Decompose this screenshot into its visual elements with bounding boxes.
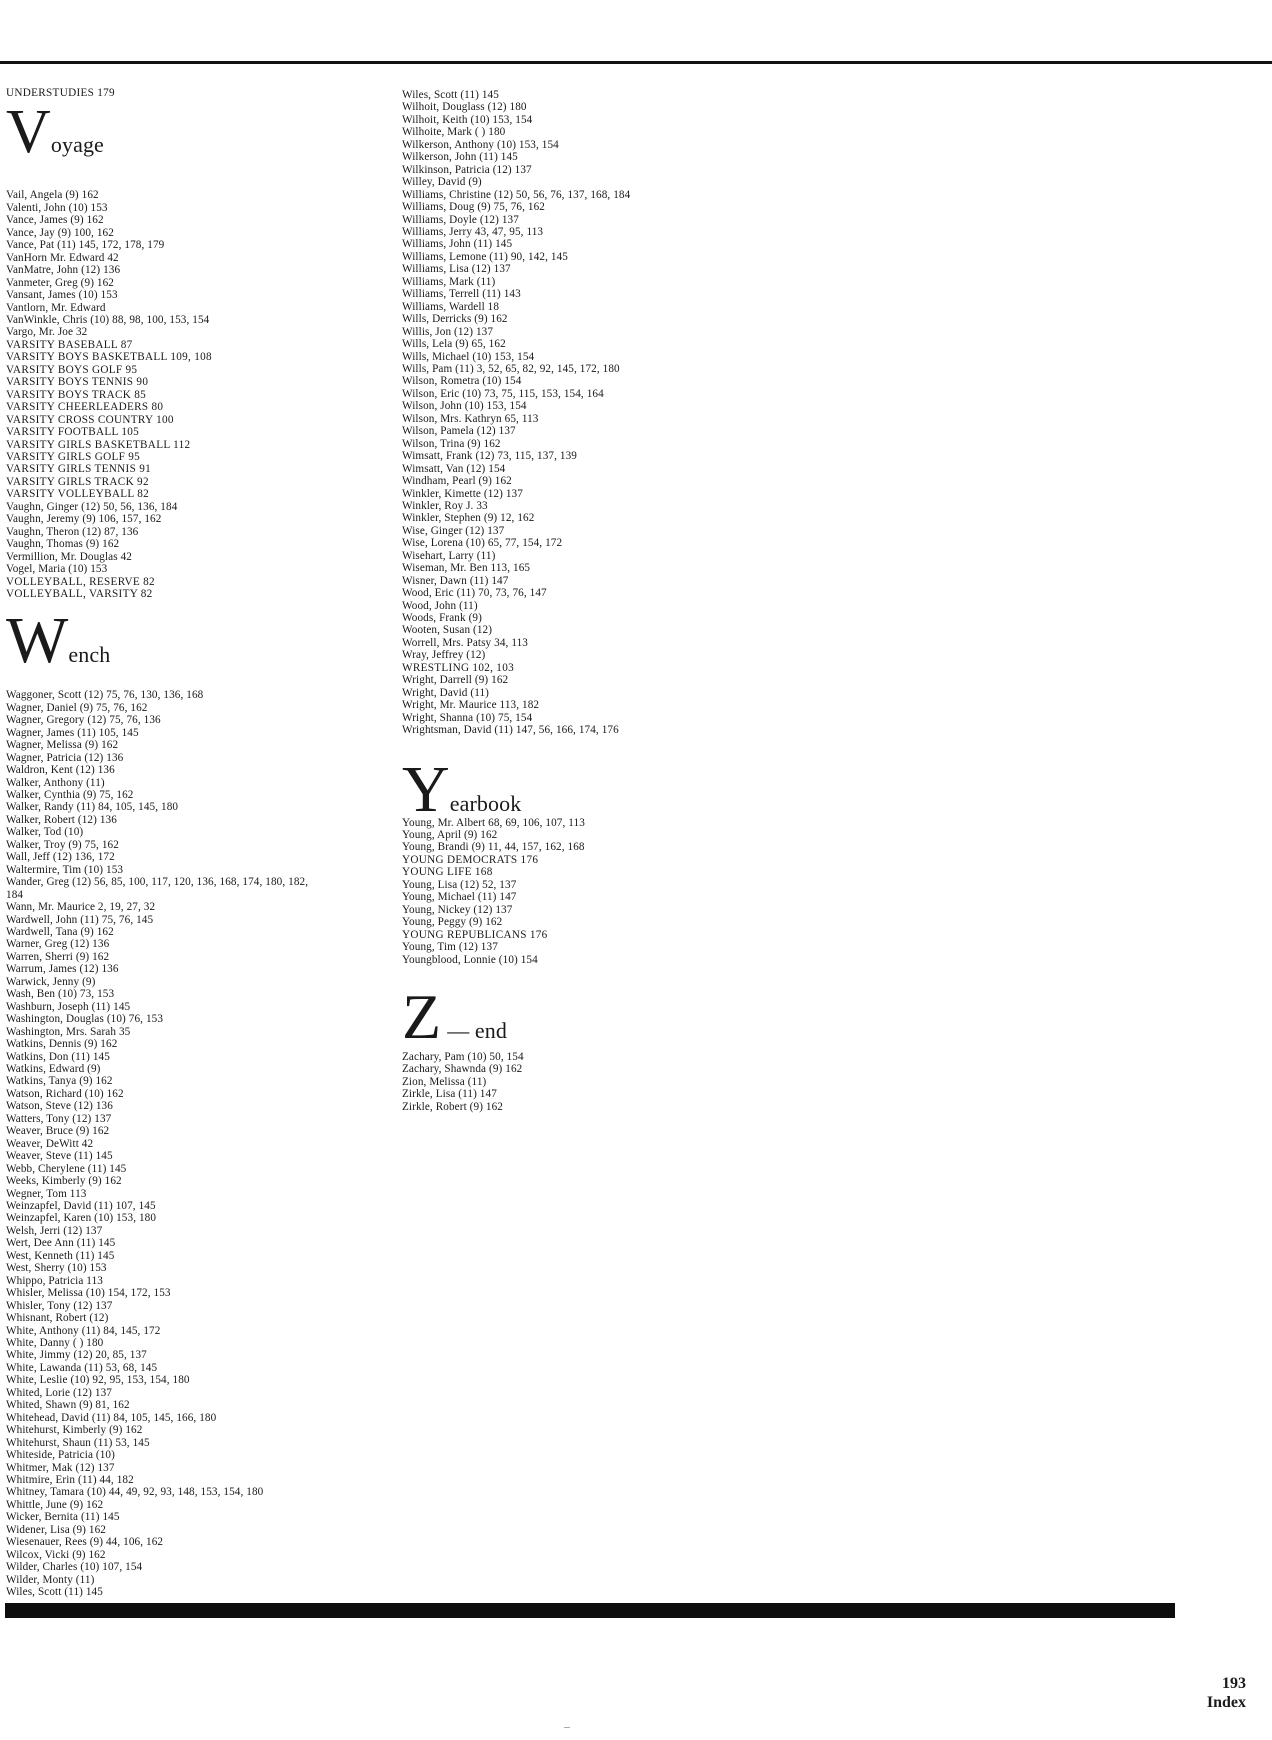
index-entry: Wagner, Gregory (12) 75, 76, 136 — [6, 714, 161, 727]
index-entry: Weeks, Kimberly (9) 162 — [6, 1175, 122, 1188]
index-entry: Warrum, James (12) 136 — [6, 963, 119, 976]
index-entry: Wilder, Monty (11) — [6, 1573, 95, 1586]
index-entry: Watkins, Tanya (9) 162 — [6, 1075, 113, 1088]
index-entry: VARSITY VOLLEYBALL 82 — [6, 488, 150, 501]
index-entry: Wright, David (11) — [402, 686, 489, 699]
index-entry: Wilson, Rometra (10) 154 — [402, 375, 522, 388]
index-entry: Vanmeter, Greg (9) 162 — [6, 276, 114, 289]
index-entry: Whiteside, Patricia (10) — [6, 1449, 115, 1462]
index-entry: VOLLEYBALL, RESERVE 82 — [6, 575, 155, 588]
index-entry: Wills, Lela (9) 65, 162 — [402, 338, 506, 351]
index-entry: Wilkinson, Patricia (12) 137 — [402, 163, 532, 176]
index-entry: Vance, James (9) 162 — [6, 214, 104, 227]
index-entry: Wiles, Scott (11) 145 — [402, 89, 499, 101]
section-title-rest: earbook — [449, 790, 522, 816]
index-entry: VARSITY CHEERLEADERS 80 — [6, 401, 164, 414]
index-entry: Wagner, Melissa (9) 162 — [6, 739, 119, 752]
section-initial: V — [6, 98, 51, 167]
index-entry: Wise, Ginger (12) 137 — [402, 524, 505, 537]
page-folio — [1207, 1674, 1246, 1712]
index-entry: Young, Brandi (9) 11, 44, 157, 162, 168 — [402, 841, 585, 854]
index-entry: Winkler, Roy J. 33 — [402, 499, 488, 512]
index-entry: Williams, Lisa (12) 137 — [402, 263, 511, 276]
index-entry: Whippo, Patricia 113 — [6, 1274, 103, 1287]
index-entry: Wilson, Eric (10) 73, 75, 115, 153, 154, 164 — [402, 387, 604, 400]
index-entry: Washington, Douglas (10) 76, 153 — [6, 1013, 164, 1026]
index-entry: VARSITY BASEBALL 87 — [6, 338, 133, 351]
index-entry: Walker, Randy (11) 84, 105, 145, 180 — [6, 801, 179, 814]
index-entry: Whitmer, Mak (12) 137 — [6, 1461, 115, 1474]
index-entry: Zirkle, Lisa (11) 147 — [402, 1088, 497, 1101]
index-entry: Warren, Sherri (9) 162 — [6, 950, 110, 963]
index-entry: Whitmire, Erin (11) 44, 182 — [6, 1473, 134, 1486]
index-entry: Wooten, Susan (12) — [402, 624, 493, 637]
index-entry: Waggoner, Scott (12) 75, 76, 130, 136, 168 — [6, 689, 204, 702]
index-entry: Wills, Derricks (9) 162 — [402, 313, 508, 326]
index-entry: Wander, Greg (12) 56, 85, 100, 117, 120, 136, 168, 174, 180, 182, — [6, 876, 309, 889]
index-entry: Williams, Christine (12) 50, 56, 76, 137, 168, 184 — [402, 188, 631, 201]
index-entry: Vaughn, Thomas (9) 162 — [6, 538, 120, 551]
index-entry: White, Lawanda (11) 53, 68, 145 — [6, 1361, 158, 1374]
index-entry: Watson, Richard (10) 162 — [6, 1087, 124, 1100]
index-entry: VARSITY GIRLS TENNIS 91 — [6, 463, 151, 476]
index-entry: Washburn, Joseph (11) 145 — [6, 1000, 131, 1013]
entry-list-v — [6, 189, 386, 600]
index-entry: UNDERSTUDIES 179 — [6, 87, 115, 99]
index-entry: Wert, Dee Ann (11) 145 — [6, 1237, 116, 1250]
index-entry: Wilhoit, Douglass (12) 180 — [402, 101, 527, 114]
index-entry: Wagner, Patricia (12) 136 — [6, 751, 124, 764]
index-entry: Zirkle, Robert (9) 162 — [402, 1100, 503, 1113]
section-title-rest: — end — [447, 1018, 507, 1043]
index-entry: Williams, Wardell 18 — [402, 300, 500, 313]
index-entry: Wisehart, Larry (11) — [402, 549, 496, 562]
index-entry: VARSITY GIRLS TRACK 92 — [6, 475, 149, 488]
bottom-rule — [5, 1603, 1175, 1618]
index-entry: VARSITY CROSS COUNTRY 100 — [6, 413, 174, 426]
section-heading-v — [6, 98, 386, 189]
index-entry: Young, Mr. Albert 68, 69, 106, 107, 113 — [402, 816, 585, 829]
index-entry: Wilhoite, Mark ( ) 180 — [402, 126, 506, 139]
index-entry: Widener, Lisa (9) 162 — [6, 1523, 106, 1536]
index-entry: Wilson, Trina (9) 162 — [402, 437, 501, 450]
index-entry: Wagner, Daniel (9) 75, 76, 162 — [6, 701, 148, 714]
index-entry: Vermillion, Mr. Douglas 42 — [6, 550, 132, 563]
index-entry: Washington, Mrs. Sarah 35 — [6, 1025, 131, 1038]
index-entry: Wimsatt, Frank (12) 73, 115, 137, 139 — [402, 450, 577, 463]
index-entry: VARSITY GIRLS GOLF 95 — [6, 450, 141, 463]
index-entry: Wicker, Bernita (11) 145 — [6, 1511, 120, 1524]
index-entry: Wright, Darrell (9) 162 — [402, 674, 509, 687]
index-entry: YOUNG LIFE 168 — [402, 866, 493, 879]
index-entry: Vaughn, Ginger (12) 50, 56, 136, 184 — [6, 500, 178, 513]
section-heading-w — [6, 604, 386, 689]
index-entry: Wilcox, Vicki (9) 162 — [6, 1548, 106, 1561]
index-entry: Williams, Doyle (12) 137 — [402, 213, 519, 226]
index-entry: Wright, Shanna (10) 75, 154 — [402, 711, 533, 724]
index-entry: Warner, Greg (12) 136 — [6, 938, 110, 951]
index-entry: Webb, Cherylene (11) 145 — [6, 1162, 127, 1175]
index-entry: Vaughn, Theron (12) 87, 136 — [6, 525, 139, 538]
index-entry: Woods, Frank (9) — [402, 612, 482, 625]
index-entry: Young, Tim (12) 137 — [402, 941, 498, 954]
index-entry: Whittle, June (9) 162 — [6, 1498, 104, 1511]
index-column-right — [402, 89, 822, 1113]
index-entry: White, Leslie (10) 92, 95, 153, 154, 180 — [6, 1374, 190, 1387]
index-entry: VanWinkle, Chris (10) 88, 98, 100, 153, 154 — [6, 313, 210, 326]
index-entry: Young, Nickey (12) 137 — [402, 903, 513, 916]
index-entry: Weinzapfel, Karen (10) 153, 180 — [6, 1212, 157, 1225]
index-entry: Williams, Lemone (11) 90, 142, 145 — [402, 250, 568, 263]
index-entry: West, Sherry (10) 153 — [6, 1262, 107, 1275]
index-entry: Windham, Pearl (9) 162 — [402, 475, 512, 488]
index-entry: Whited, Lorie (12) 137 — [6, 1386, 112, 1399]
index-entry: White, Anthony (11) 84, 145, 172 — [6, 1324, 161, 1337]
index-entry: Walker, Cynthia (9) 75, 162 — [6, 789, 134, 802]
index-entry: Winkler, Stephen (9) 12, 162 — [402, 512, 535, 525]
index-entry: Watkins, Dennis (9) 162 — [6, 1038, 118, 1051]
index-entry: Wash, Ben (10) 73, 153 — [6, 988, 115, 1001]
index-entry: VARSITY BOYS TRACK 85 — [6, 388, 147, 401]
index-entry: Zachary, Shawnda (9) 162 — [402, 1063, 523, 1076]
index-column-left — [6, 87, 386, 1598]
index-entry: Wilson, Mrs. Kathryn 65, 113 — [402, 412, 539, 425]
index-entry: Williams, Mark (11) — [402, 275, 496, 288]
index-entry: Wilkerson, Anthony (10) 153, 154 — [402, 138, 559, 151]
index-entry: Watkins, Don (11) 145 — [6, 1050, 110, 1063]
index-entry: VanHorn Mr. Edward 42 — [6, 251, 119, 264]
index-entry: Whitehead, David (11) 84, 105, 145, 166, 180 — [6, 1411, 217, 1424]
index-entry: Whisler, Tony (12) 137 — [6, 1299, 113, 1312]
index-entry: Weaver, Steve (11) 145 — [6, 1150, 113, 1163]
section-initial: W — [6, 604, 69, 678]
index-entry: Vargo, Mr. Joe 32 — [6, 326, 88, 339]
index-entry: Whisler, Melissa (10) 154, 172, 153 — [6, 1287, 171, 1300]
index-entry: Wills, Michael (10) 153, 154 — [402, 350, 535, 363]
index-entry: WRESTLING 102, 103 — [402, 661, 514, 674]
index-entry: Young, April (9) 162 — [402, 829, 498, 842]
index-entry: Weinzapfel, David (11) 107, 145 — [6, 1199, 156, 1212]
section-title-rest: ench — [68, 642, 111, 668]
entry-list-z — [402, 1051, 822, 1113]
index-entry: West, Kenneth (11) 145 — [6, 1249, 115, 1262]
index-entry: Walker, Anthony (11) — [6, 776, 105, 789]
stray-mark — [564, 1727, 570, 1728]
index-entry: Wilson, John (10) 153, 154 — [402, 400, 527, 413]
index-entry: Wiesenauer, Rees (9) 44, 106, 162 — [6, 1536, 164, 1549]
index-entry: Whitney, Tamara (10) 44, 49, 92, 93, 148, 153, 154, 180 — [6, 1486, 264, 1499]
index-entry: Zion, Melissa (11) — [402, 1075, 487, 1088]
index-entry: VARSITY GIRLS BASKETBALL 112 — [6, 438, 191, 451]
index-entry: Walker, Robert (12) 136 — [6, 813, 117, 826]
index-entry: Youngblood, Lonnie (10) 154 — [402, 953, 538, 966]
index-entry: Young, Michael (11) 147 — [402, 891, 517, 904]
index-entry: White, Jimmy (12) 20, 85, 137 — [6, 1349, 147, 1362]
index-entry: YOUNG DEMOCRATS 176 — [402, 853, 539, 866]
index-entry: Watson, Steve (12) 136 — [6, 1100, 113, 1113]
index-entry: Young, Lisa (12) 52, 137 — [402, 878, 517, 891]
entry-list-w-continued — [402, 89, 822, 737]
index-entry: Wilhoit, Keith (10) 153, 154 — [402, 113, 533, 126]
index-entry: Wrightsman, David (11) 147, 56, 166, 174, 176 — [402, 724, 619, 737]
index-entry: Wood, John (11) — [402, 599, 478, 612]
index-entry: Weaver, DeWitt 42 — [6, 1137, 94, 1150]
index-entry: Wegner, Tom 113 — [6, 1187, 87, 1200]
index-entry: VanMatre, John (12) 136 — [6, 264, 121, 277]
index-entry: Watkins, Edward (9) — [6, 1063, 101, 1075]
entry-list-w — [6, 689, 386, 1598]
index-entry: Watters, Tony (12) 137 — [6, 1112, 112, 1125]
section-heading-z — [402, 981, 822, 1052]
index-entry: Weaver, Bruce (9) 162 — [6, 1125, 110, 1138]
index-entry: Zachary, Pam (10) 50, 154 — [402, 1051, 524, 1063]
index-entry: Vogel, Maria (10) 153 — [6, 563, 108, 576]
index-entry: Waltermire, Tim (10) 153 — [6, 863, 124, 876]
index-entry: Wright, Mr. Maurice 113, 182 — [402, 699, 540, 712]
index-entry: Whited, Shawn (9) 81, 162 — [6, 1399, 130, 1412]
index-entry: VARSITY BOYS TENNIS 90 — [6, 376, 149, 389]
index-entry: Wagner, James (11) 105, 145 — [6, 726, 139, 739]
page-number: 193 — [1222, 1675, 1246, 1692]
index-entry: Vantlorn, Mr. Edward — [6, 301, 106, 314]
index-entry: VARSITY BOYS GOLF 95 — [6, 363, 138, 376]
index-entry: Wardwell, John (11) 75, 76, 145 — [6, 913, 154, 926]
index-entry: Whisnant, Robert (12) — [6, 1312, 109, 1325]
index-entry: Wall, Jeff (12) 136, 172 — [6, 851, 115, 864]
index-entry: Wise, Lorena (10) 65, 77, 154, 172 — [402, 537, 563, 550]
index-entry: Wiseman, Mr. Ben 113, 165 — [402, 562, 531, 575]
index-entry: Wilson, Pamela (12) 137 — [402, 425, 516, 438]
index-entry: Williams, Doug (9) 75, 76, 162 — [402, 201, 546, 214]
entry-list-y — [402, 817, 822, 966]
index-entry: Vance, Jay (9) 100, 162 — [6, 226, 114, 239]
index-entry: Walker, Tod (10) — [6, 826, 84, 839]
index-entry: Valenti, John (10) 153 — [6, 201, 108, 214]
index-entry: Winkler, Kimette (12) 137 — [402, 487, 523, 500]
index-entry: Wilder, Charles (10) 107, 154 — [6, 1561, 143, 1574]
section-title-rest: oyage — [50, 132, 104, 158]
index-entry: White, Danny ( ) 180 — [6, 1336, 104, 1349]
index-entry: Wardwell, Tana (9) 162 — [6, 926, 114, 939]
index-entry: Williams, John (11) 145 — [402, 238, 513, 251]
section-initial: Z — [402, 981, 442, 1052]
index-entry: Wills, Pam (11) 3, 52, 65, 82, 92, 145, 172, 180 — [402, 362, 620, 375]
section-initial: Y — [402, 752, 450, 826]
index-entry: Walker, Troy (9) 75, 162 — [6, 838, 119, 851]
index-entry: YOUNG REPUBLICANS 176 — [402, 928, 548, 941]
index-entry: Welsh, Jerri (12) 137 — [6, 1224, 103, 1237]
index-entry: Worrell, Mrs. Patsy 34, 113 — [402, 636, 528, 649]
page-section-label: Index — [1206, 1694, 1246, 1711]
index-entry: Wood, Eric (11) 70, 73, 76, 147 — [402, 587, 547, 600]
index-entry: Wisner, Dawn (11) 147 — [402, 574, 509, 587]
index-entry: Whitehurst, Shaun (11) 53, 145 — [6, 1436, 150, 1449]
index-entry: Wimsatt, Van (12) 154 — [402, 462, 506, 475]
index-entry: Waldron, Kent (12) 136 — [6, 764, 115, 777]
index-entry: VOLLEYBALL, VARSITY 82 — [6, 587, 153, 600]
index-entry: Whitehurst, Kimberly (9) 162 — [6, 1424, 143, 1437]
index-entry: 184 — [6, 888, 24, 901]
index-entry: VARSITY FOOTBALL 105 — [6, 426, 140, 439]
index-entry: VARSITY BOYS BASKETBALL 109, 108 — [6, 351, 212, 364]
index-entry: Vaughn, Jeremy (9) 106, 157, 162 — [6, 513, 162, 526]
index-entry: Vance, Pat (11) 145, 172, 178, 179 — [6, 239, 165, 252]
index-entry: Vansant, James (10) 153 — [6, 289, 118, 302]
index-entry: Willis, Jon (12) 137 — [402, 325, 494, 338]
index-entry: Wray, Jeffrey (12) — [402, 649, 486, 662]
index-entry: Wann, Mr. Maurice 2, 19, 27, 32 — [6, 901, 156, 914]
index-entry: Wilkerson, John (11) 145 — [402, 151, 518, 164]
index-entry: Williams, Jerry 43, 47, 95, 113 — [402, 225, 544, 238]
index-entry: Williams, Terrell (11) 143 — [402, 288, 521, 301]
index-entry: Young, Peggy (9) 162 — [402, 916, 503, 929]
index-entry: Warwick, Jenny (9) — [6, 975, 96, 988]
index-entry: Willey, David (9) — [402, 176, 482, 189]
index-entry: Vail, Angela (9) 162 — [6, 189, 99, 202]
top-rule — [0, 61, 1272, 64]
index-entry: Wiles, Scott (11) 145 — [6, 1586, 103, 1599]
